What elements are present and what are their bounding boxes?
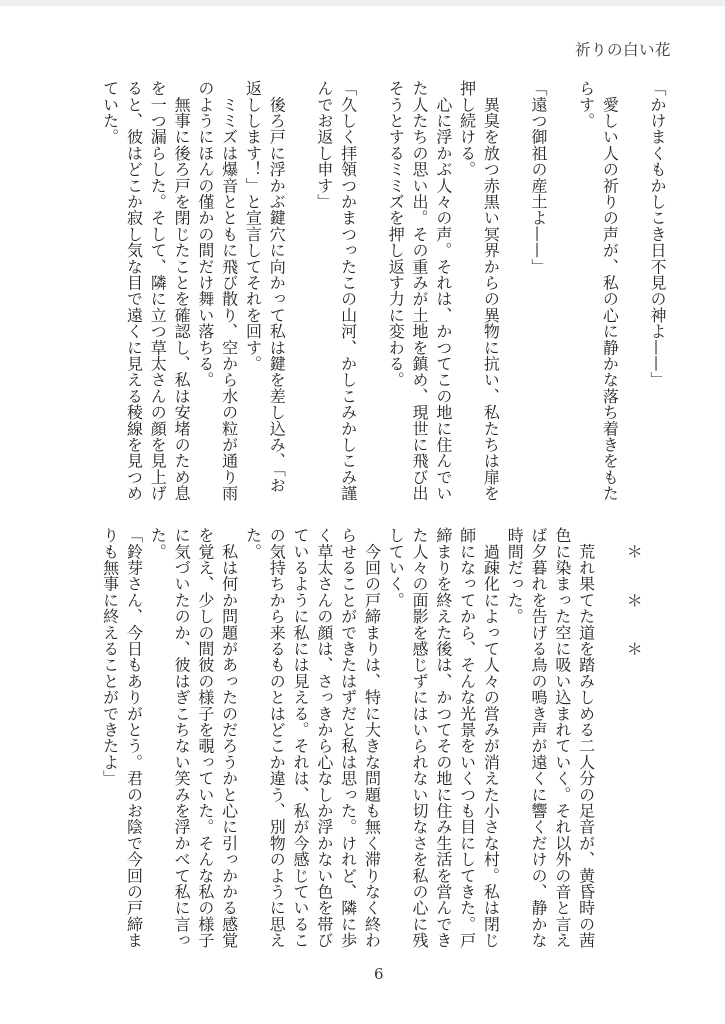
text-column: 返しします！」と宣言してそれを回す。 bbox=[243, 80, 263, 372]
text-column: 異臭を放つ赤黒い冥界からの異物に抗い、私たちは扉を bbox=[481, 80, 501, 502]
text-column bbox=[621, 80, 645, 510]
text-block-bottom bbox=[98, 527, 669, 957]
text-column: ると、彼はどこか寂し気な目で遠くに見える稜線を見つめ bbox=[124, 80, 144, 502]
text-column: らす。 bbox=[576, 80, 596, 129]
text-block-top bbox=[98, 80, 669, 510]
text-column: を一つ漏らした。そして、隣に立つ草太さんの顔を見上げ bbox=[148, 80, 168, 502]
text-column bbox=[360, 80, 384, 510]
text-column: 無事に後ろ戸を閉じたことを確認し、私は安堵のため息 bbox=[172, 80, 192, 502]
text-column: 愛しい人の祈りの声が、私の心に静かな落ち着きをもた bbox=[600, 80, 620, 502]
text-column: 過疎化によって人々の営みが消えた小さな村。私は閉じ bbox=[481, 527, 501, 949]
text-column: 色に染まった空に吸い込まれていく。それ以外の音と言え bbox=[552, 527, 572, 949]
text-column: 師になってから、そんな光景をいくつも目にしてきた。戸 bbox=[457, 527, 477, 949]
text-column: 後ろ戸に浮かぶ鍵穴に向かって私は鍵を差し込み、「お bbox=[267, 80, 287, 494]
text-column: た人々の面影を感じずにはいられない切なさを私の心に残 bbox=[410, 527, 430, 949]
text-column: た。 bbox=[148, 527, 168, 560]
text-column bbox=[550, 80, 574, 510]
text-column: 私は何か問題があったのだろうかと心に引っかかる感覚 bbox=[219, 527, 239, 949]
text-column: た人たちの思い出。その重みが土地を鎮め、現世に飛び出 bbox=[410, 80, 430, 502]
text-column: ば夕暮れを告げる鳥の鳴き声が遠くに響くだけの、静かな bbox=[529, 527, 549, 949]
text-column: らせることができたはずだと私は思った。けれど、隣に歩 bbox=[338, 527, 358, 949]
text-column: ＊ ＊ ＊ bbox=[624, 527, 644, 657]
text-column: ミミズは爆音とともに飛び散り、空から水の粒が通り雨 bbox=[219, 80, 239, 502]
text-column: 荒れ果てた道を踏みしめる二人分の足音が、黄昏時の茜 bbox=[576, 527, 596, 949]
text-column: していく。 bbox=[386, 527, 406, 608]
text-column: に気づいたのか、彼はぎこちない笑みを浮かべて私に言っ bbox=[172, 527, 192, 949]
text-column: 心に浮かぶ人々の声。それは、かつてこの地に住んでい bbox=[433, 80, 453, 502]
text-column: く草太さんの顔は、さっきから心なしか浮かない色を帯び bbox=[314, 527, 334, 949]
text-column: 「鈴芽さん、今日もありがとう。君のお陰で今回の戸締ま bbox=[124, 527, 144, 949]
text-column: 「遠つ御祖の産土よ——」 bbox=[529, 80, 549, 275]
text-column: 押し続ける。 bbox=[457, 80, 477, 178]
text-column: を覚え、少しの間彼の様子を覗っていた。そんな私の様子 bbox=[195, 527, 215, 949]
text-column: た。 bbox=[243, 527, 263, 560]
running-title: 祈りの白い花 bbox=[575, 41, 672, 59]
page-number: 6 bbox=[374, 965, 384, 983]
text-column bbox=[288, 80, 312, 510]
text-column: そうとするミミズを押し返す力に変わる。 bbox=[386, 80, 406, 388]
text-column: んでお返し申す」 bbox=[314, 80, 334, 210]
text-column bbox=[645, 527, 669, 957]
text-column: 「かけまくもかしこき日不見の神よ——」 bbox=[648, 80, 667, 388]
text-column: 「久しく拝領つかまつったこの山河、かしこみかしこみ謹 bbox=[338, 80, 358, 502]
text-column: 締まりを終えた後は、かつてその地に住み生活を営んでき bbox=[433, 527, 453, 949]
text-column bbox=[598, 527, 622, 957]
text-column: のようにほんの僅かの間だけ舞い落ちる。 bbox=[195, 80, 215, 388]
top-edge bbox=[0, 0, 725, 6]
text-column: の気持ちから来るものとはどこか違う、別物のように思え bbox=[267, 527, 287, 949]
text-column bbox=[502, 80, 526, 510]
text-column: 時間だった。 bbox=[505, 527, 525, 625]
text-column: ていた。 bbox=[100, 80, 120, 145]
text-column: りも無事に終えることができたよ」 bbox=[100, 527, 120, 787]
text-column: ているように私には見える。それは、私が今感じているこ bbox=[291, 527, 311, 949]
text-column: 今回の戸締まりは、特に大きな問題も無く滞りなく終わ bbox=[362, 527, 382, 949]
